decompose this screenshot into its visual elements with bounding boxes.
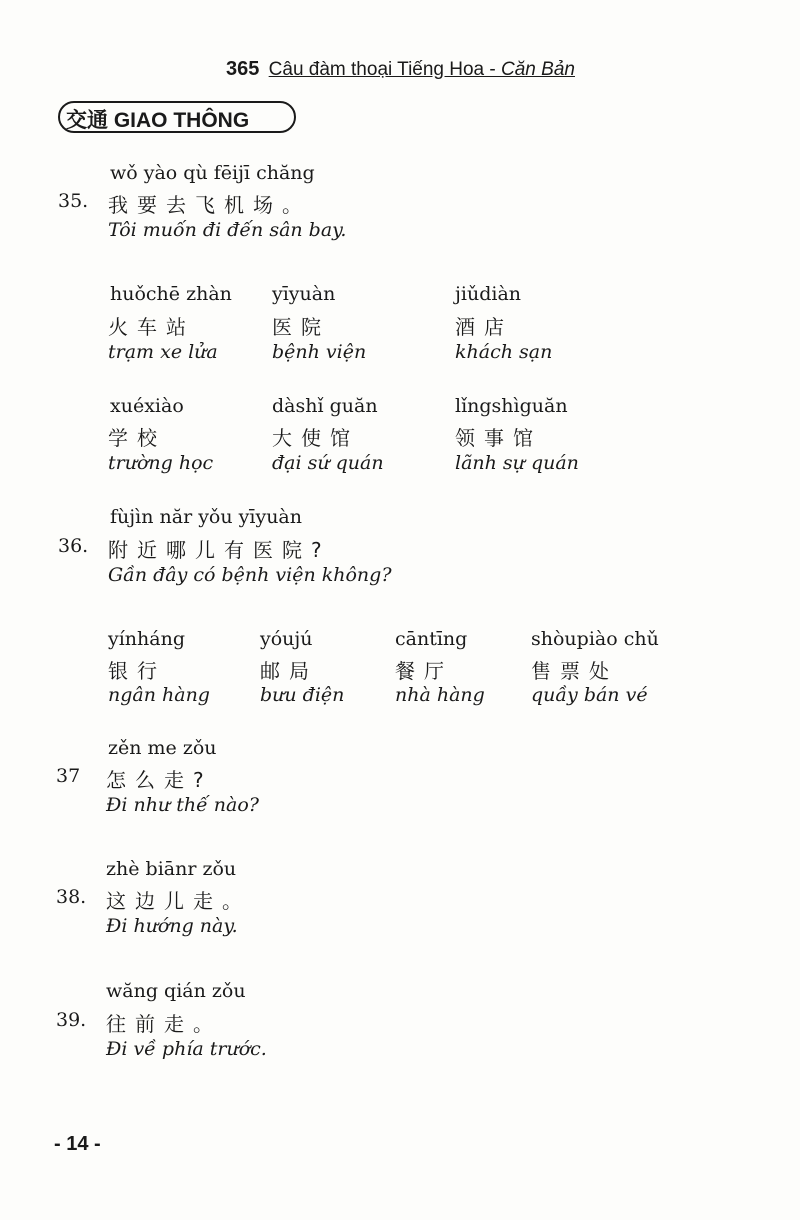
item-36-pinyin: fùjìn năr yǒu yīyuàn: [110, 506, 302, 528]
vocab-a-2-chinese: 医院: [272, 315, 330, 339]
header-number: 365: [226, 58, 260, 80]
vocab-c-1-vietnamese: ngân hàng: [108, 684, 210, 706]
item-38-pinyin: zhè biānr zǒu: [106, 858, 237, 880]
page-number: - 14 -: [54, 1133, 101, 1155]
item-39-vietnamese: Đi về phía trước.: [106, 1038, 267, 1060]
vocab-a-3-vietnamese: khách sạn: [455, 341, 553, 363]
item-36-number: 36.: [58, 535, 89, 557]
vocab-a-3-chinese: 酒店: [455, 315, 513, 339]
item-39-pinyin: wăng qián zǒu: [106, 980, 246, 1002]
vocab-b-2-vietnamese: đại sứ quán: [272, 452, 384, 474]
vocab-a-2-pinyin: yīyuàn: [272, 283, 336, 305]
vocab-c-4-chinese: 售票处: [531, 659, 618, 683]
item-37-pinyin: zěn me zǒu: [108, 737, 217, 759]
vocab-a-1-chinese: 火车站: [108, 315, 195, 339]
item-37-chinese: 怎么走?: [106, 768, 213, 792]
vocab-b-1-pinyin: xuéxiào: [110, 395, 184, 417]
vocab-b-2-chinese: 大使馆: [272, 426, 359, 450]
vocab-a-1-pinyin: huǒchē zhàn: [110, 283, 232, 305]
item-38-number: 38.: [56, 886, 87, 908]
vocab-c-2-chinese: 邮局: [260, 659, 318, 683]
item-39-chinese: 往前走。: [106, 1012, 222, 1036]
item-36-vietnamese: Gần đây có bệnh viện không?: [108, 564, 392, 586]
item-36-chinese: 附近哪儿有医院?: [108, 538, 331, 562]
vocab-a-3-pinyin: jiǔdiàn: [455, 283, 522, 305]
vocab-b-3-pinyin: lǐngshìguăn: [455, 395, 568, 417]
vocab-a-2-vietnamese: bệnh viện: [272, 341, 367, 363]
item-38-vietnamese: Đi hướng này.: [106, 915, 238, 937]
item-38-chinese: 这边儿走。: [106, 889, 251, 913]
item-35-vietnamese: Tôi muốn đi đến sân bay.: [108, 219, 347, 241]
item-35-number: 35.: [58, 190, 89, 212]
vocab-c-2-pinyin: yóujú: [260, 628, 313, 650]
vocab-c-3-pinyin: cāntīng: [395, 628, 468, 650]
header-subtitle: Căn Bản: [501, 59, 575, 80]
header-title: Câu đàm thoại Tiếng Hoa -: [268, 59, 502, 80]
item-37-vietnamese: Đi như thế nào?: [106, 794, 259, 816]
vocab-b-2-pinyin: dàshǐ guăn: [272, 395, 378, 417]
item-39-number: 39.: [56, 1009, 87, 1031]
vocab-c-4-vietnamese: quầy bán vé: [531, 684, 648, 706]
vocab-b-1-vietnamese: trường học: [108, 452, 214, 474]
section-title: 交通 GIAO THÔNG: [66, 109, 250, 132]
vocab-c-4-pinyin: shòupiào chǔ: [531, 628, 659, 650]
item-37-number: 37: [56, 765, 81, 787]
vocab-b-1-chinese: 学校: [108, 426, 166, 450]
item-35-pinyin: wǒ yào qù fēijī chăng: [110, 162, 315, 184]
vocab-b-3-chinese: 领事馆: [455, 426, 542, 450]
vocab-c-3-vietnamese: nhà hàng: [395, 684, 485, 706]
item-35-chinese: 我要去飞机场。: [108, 193, 311, 217]
vocab-b-3-vietnamese: lãnh sự quán: [455, 452, 579, 474]
vocab-a-1-vietnamese: trạm xe lửa: [108, 341, 218, 363]
vocab-c-1-pinyin: yínháng: [108, 628, 186, 650]
vocab-c-2-vietnamese: bưu điện: [260, 684, 345, 706]
vocab-c-1-chinese: 银行: [108, 659, 166, 683]
page-header: [226, 58, 575, 81]
vocab-c-3-chinese: 餐厅: [395, 659, 453, 683]
